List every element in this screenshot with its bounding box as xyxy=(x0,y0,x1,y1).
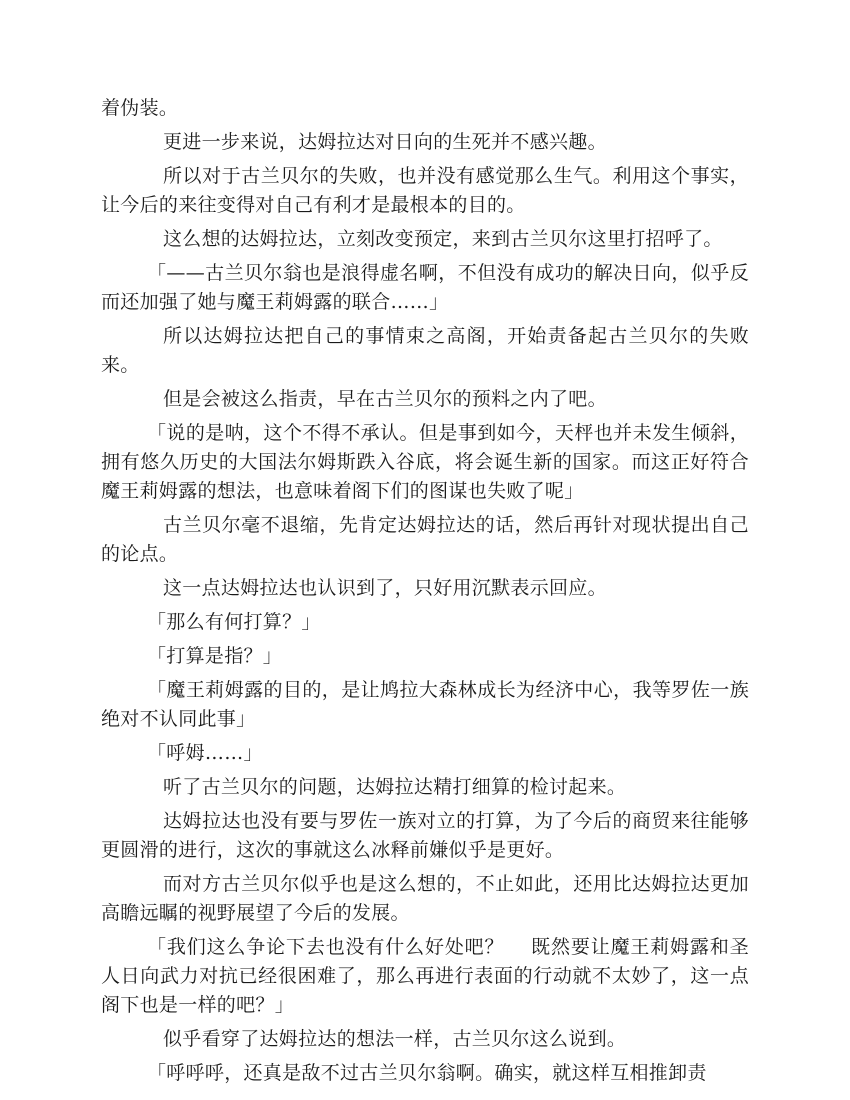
dialogue-paragraph: 「我们这么争论下去也没有什么好处吧？ 既然要让魔王莉姆露和圣人日向武力对抗已经很困难了，那么再进行表面的行动就不太妙了，这一点阁下也是一样的吧？」 xyxy=(101,936,749,1016)
dialogue-paragraph: 「魔王莉姆露的目的，是让鸠拉大森林成长为经济中心，我等罗佐一族绝对不认同此事」 xyxy=(101,679,749,730)
narration-paragraph: 而对方古兰贝尔似乎也是这么想的，不止如此，还用比达姆拉达更加高瞻远瞩的视野展望了今后的发展。 xyxy=(101,873,749,924)
narration-paragraph: 这一点达姆拉达也认识到了，只好用沉默表示回应。 xyxy=(163,577,607,599)
dialogue-paragraph: 「呼姆……」 xyxy=(147,742,263,764)
narration-paragraph: 达姆拉达也没有要与罗佐一族对立的打算，为了今后的商贸来往能够更圆滑的进行，这次的事就这么冰释前嫌似乎是更好。 xyxy=(101,810,749,861)
narration-paragraph: 更进一步来说，达姆拉达对日向的生死并不感兴趣。 xyxy=(163,131,607,153)
narration-paragraph: 似乎看穿了达姆拉达的想法一样，古兰贝尔这么说到。 xyxy=(163,1028,627,1050)
document-page xyxy=(101,94,749,1088)
dialogue-paragraph: 「说的是呐，这个不得不承认。但是事到如今，天枰也并未发生倾斜，拥有悠久历史的大国法尔姆斯跌入谷底，将会诞生新的国家。而这正好符合魔王莉姆露的想法，也意味着阁下们的图谋也失败了呢」 xyxy=(101,422,749,502)
narration-paragraph: 听了古兰贝尔的问题，达姆拉达精打细算的检讨起来。 xyxy=(163,776,627,798)
dialogue-paragraph: 「呼呼呼，还真是敌不过古兰贝尔翁啊。确实，就这样互相推卸责 xyxy=(147,1062,707,1084)
narration-paragraph: 所以达姆拉达把自己的事情束之高阁，开始责备起古兰贝尔的失败来。 xyxy=(101,325,749,376)
narration-paragraph: 古兰贝尔毫不退缩，先肯定达姆拉达的话，然后再针对现状提出自己的论点。 xyxy=(101,514,749,565)
narration-paragraph: 这么想的达姆拉达，立刻改变预定，来到古兰贝尔这里打招呼了。 xyxy=(163,228,723,250)
narration-paragraph: 所以对于古兰贝尔的失败，也并没有感觉那么生气。利用这个事实，让今后的来往变得对自己有利才是最根本的目的。 xyxy=(101,165,749,216)
narration-paragraph: 但是会被这么指责，早在古兰贝尔的预料之内了吧。 xyxy=(163,388,607,410)
narration-paragraph: 着伪装。 xyxy=(101,97,179,119)
dialogue-paragraph: 「打算是指？」 xyxy=(147,645,283,667)
dialogue-paragraph: 「那么有何打算？」 xyxy=(147,611,321,633)
dialogue-paragraph: 「——古兰贝尔翁也是浪得虚名啊，不但没有成功的解决日向，似乎反而还加强了她与魔王莉姆露的联合……」 xyxy=(101,262,749,313)
